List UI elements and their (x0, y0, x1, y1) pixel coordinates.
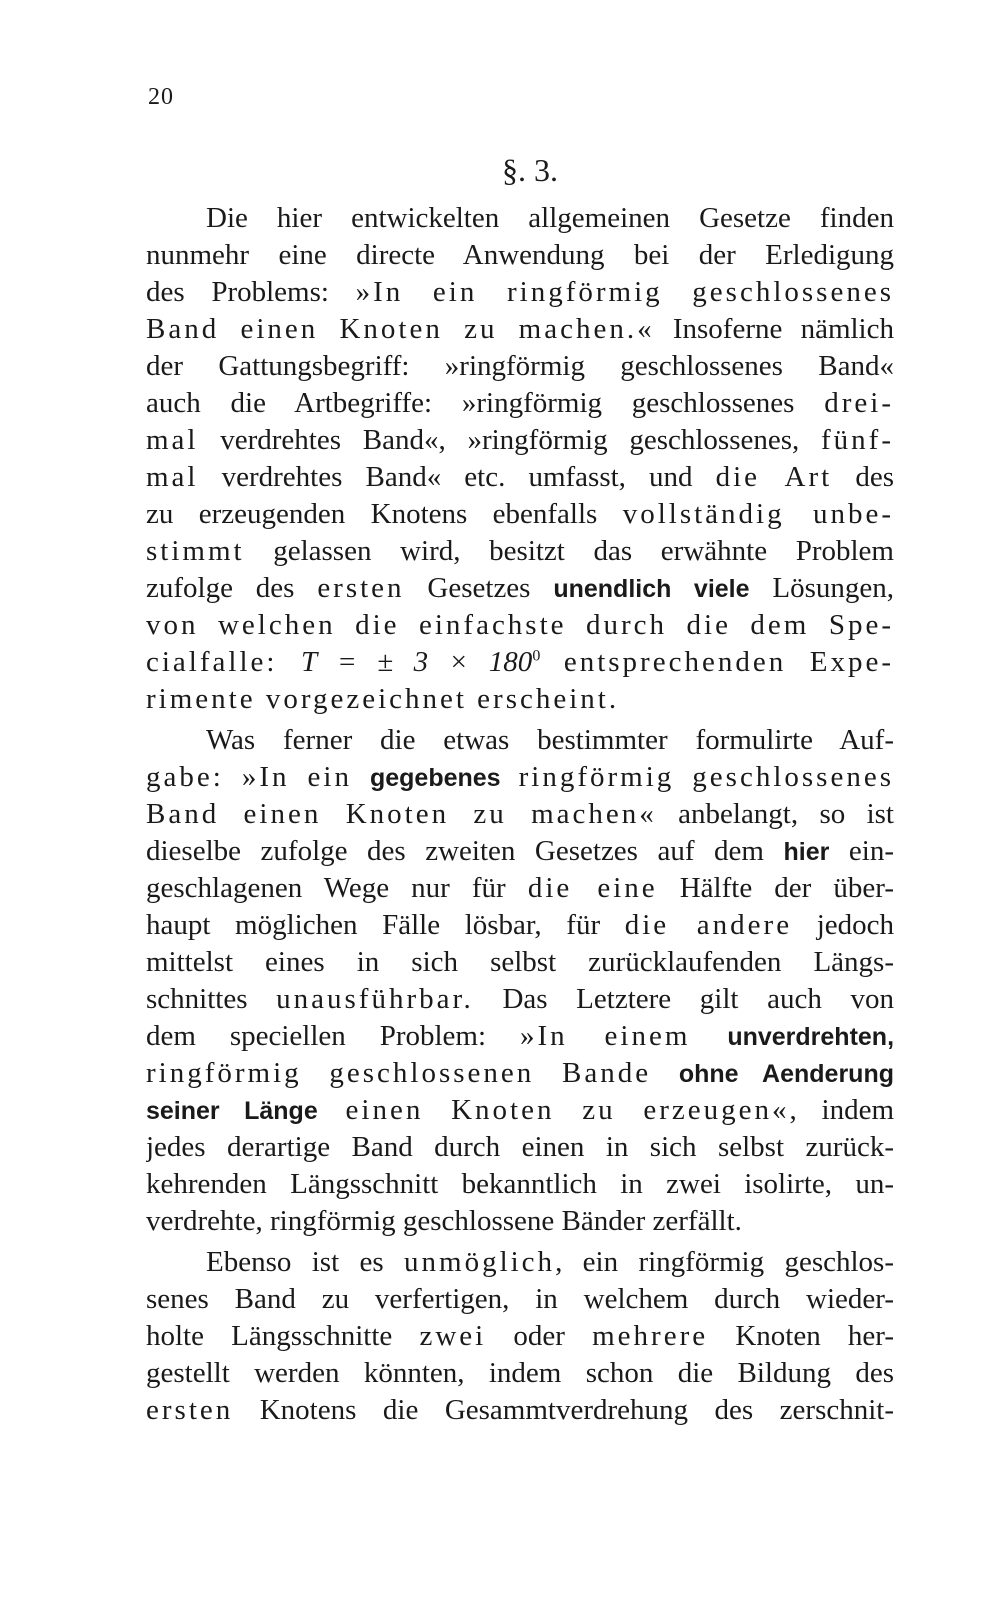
text-line (146, 348, 894, 385)
text-line (146, 833, 894, 870)
text-line (146, 722, 894, 759)
text-segment: einen Knoten zu erzeugen« (317, 1094, 790, 1126)
text-line (146, 1129, 894, 1166)
text-segment: oder (486, 1320, 593, 1352)
text-line (146, 311, 894, 348)
text-line (146, 944, 894, 981)
text-segment: kehrenden Längsschnitt bekanntlich in zwei isolirte, un- (146, 1168, 894, 1200)
text-segment: nunmehr eine directe Anwendung bei der Erledigung (146, 239, 894, 271)
text-segment: Band einen Knoten zu machen« (146, 798, 657, 830)
text-segment: verdrehtes Band« etc. umfasst, und (198, 461, 716, 493)
text-segment: Was ferner die etwas bestimmter formulirte Auf- (206, 724, 894, 756)
text-line (146, 796, 894, 833)
text-segment: mal (146, 424, 199, 456)
text-segment: Lösungen, (749, 572, 894, 604)
text-line (146, 1318, 894, 1355)
text-line (146, 1355, 894, 1392)
text-segment: Insoferne nämlich (654, 313, 894, 345)
text-segment: Ebenso ist es (206, 1246, 405, 1278)
text-segment: rimente vorgezeichnet erscheint. (146, 683, 620, 715)
text-segment: ringförmig geschlossenen Bande (146, 1057, 679, 1089)
text-line (146, 1244, 894, 1281)
text-segment: senes Band zu verfertigen, in welchem durch wieder- (146, 1283, 894, 1315)
text-segment: , indem (789, 1094, 894, 1126)
text-line (146, 759, 894, 796)
text-segment: »In einem (519, 1020, 728, 1052)
text-line (146, 907, 894, 944)
text-segment: holte Längsschnitte (146, 1320, 420, 1352)
text-segment: Band einen Knoten zu machen.« (146, 313, 655, 345)
text-segment: entsprechenden Expe- (540, 646, 894, 678)
text-line (146, 385, 894, 422)
text-line (146, 1018, 894, 1055)
text-segment: mehrere (592, 1320, 709, 1352)
text-segment: gestellt werden könnten, indem schon die Bildung des (146, 1357, 894, 1389)
text-segment: anbelangt, so ist (656, 798, 894, 830)
text-segment: mittelst eines in sich selbst zurücklaufenden Längs- (146, 946, 894, 978)
text-segment: haupt möglichen Fälle lösbar, für (146, 909, 625, 941)
text-segment: gabe: »In ein (146, 761, 370, 793)
text-segment: dem speciellen Problem: (146, 1020, 520, 1052)
text-line (146, 570, 894, 607)
text-line (146, 274, 894, 311)
text-segment: Die hier entwickelten allgemeinen Gesetze finden (206, 202, 894, 234)
text-segment: fünf- (821, 424, 894, 456)
text-segment: unausführbar. (276, 983, 474, 1015)
text-segment: unendlich viele (553, 575, 750, 603)
text-segment: des Problems: (146, 276, 356, 308)
text-segment: geschlagenen Wege nur für (146, 872, 528, 904)
text-segment: von welchen die einfachste durch die dem Spe- (146, 609, 894, 641)
text-segment: Hälfte der über- (657, 872, 894, 904)
text-segment: zwei (419, 1320, 487, 1352)
text-segment: schnittes (146, 983, 277, 1015)
text-segment: unverdrehten, (727, 1023, 894, 1051)
text-segment: gelassen wird, besitzt das erwähnte Problem (244, 535, 894, 567)
section-heading: §. 3. (502, 152, 558, 188)
text-line (146, 200, 894, 237)
text-segment: verdrehtes Band«, »ringförmig geschlossenes, (198, 424, 822, 456)
text-line (146, 644, 894, 681)
text-segment: gegebenes (369, 764, 501, 792)
text-segment: stimmt (146, 535, 245, 567)
text-line (146, 533, 894, 570)
text-segment: vollständig unbe- (622, 498, 894, 530)
text-segment: drei- (824, 387, 894, 419)
text-segment: dieselbe zufolge des zweiten Gesetzes auf dem (146, 835, 784, 867)
text-segment: ohne Aenderung (678, 1060, 894, 1088)
text-segment: ein- (829, 835, 894, 867)
text-segment: seiner Länge (146, 1097, 318, 1125)
text-segment: jedoch (792, 909, 894, 941)
text-line (146, 981, 894, 1018)
text-segment: mal (146, 461, 199, 493)
text-line (146, 237, 894, 274)
text-segment: der Gattungsbegriff: »ringförmig geschlossenes Band« (146, 350, 894, 382)
text-line (146, 607, 894, 644)
text-line (146, 496, 894, 533)
text-segment: die eine (527, 872, 658, 904)
text-segment: zufolge des (146, 572, 318, 604)
text-segment: Knotens die Gesammtverdrehung des zerschnit- (233, 1394, 894, 1426)
text-segment: T = ± 3 × 180 (300, 646, 533, 678)
text-line (146, 681, 894, 718)
text-segment: , ein ringförmig geschlos- (555, 1246, 894, 1278)
text-segment: ersten (317, 572, 405, 604)
text-segment: jedes derartige Band durch einen in sich selbst zurück- (146, 1131, 894, 1163)
text-line (146, 1055, 894, 1092)
text-segment: auch die Artbegriffe: »ringförmig geschlossenes (146, 387, 825, 419)
text-segment: ersten (146, 1394, 234, 1426)
text-segment: cialfalle: (146, 646, 301, 678)
text-segment: des (832, 461, 894, 493)
text-segment: die Art (715, 461, 833, 493)
text-line (146, 1392, 894, 1429)
page-number: 20 (148, 84, 174, 110)
text-segment: hier (783, 838, 830, 866)
text-segment: die andere (624, 909, 793, 941)
text-segment: 0 (532, 647, 541, 665)
text-segment: Gesetzes (404, 572, 554, 604)
text-segment: Knoten her- (708, 1320, 894, 1352)
text-segment: Das Letztere gilt auch von (473, 983, 894, 1015)
text-line (146, 870, 894, 907)
text-segment: verdrehte, ringförmig geschlossene Bänder zerfällt. (146, 1205, 742, 1237)
text-line (146, 1166, 894, 1203)
text-line (146, 422, 894, 459)
text-segment: unmöglich (404, 1246, 556, 1278)
text-segment: »In ein ringförmig geschlossenes (355, 276, 894, 308)
text-segment: ringförmig geschlossenes (500, 761, 894, 793)
text-line (146, 1281, 894, 1318)
body-text (146, 200, 894, 1429)
text-line (146, 459, 894, 496)
text-line (146, 1092, 894, 1129)
text-segment: zu erzeugenden Knotens ebenfalls (146, 498, 623, 530)
text-line (146, 1203, 894, 1240)
